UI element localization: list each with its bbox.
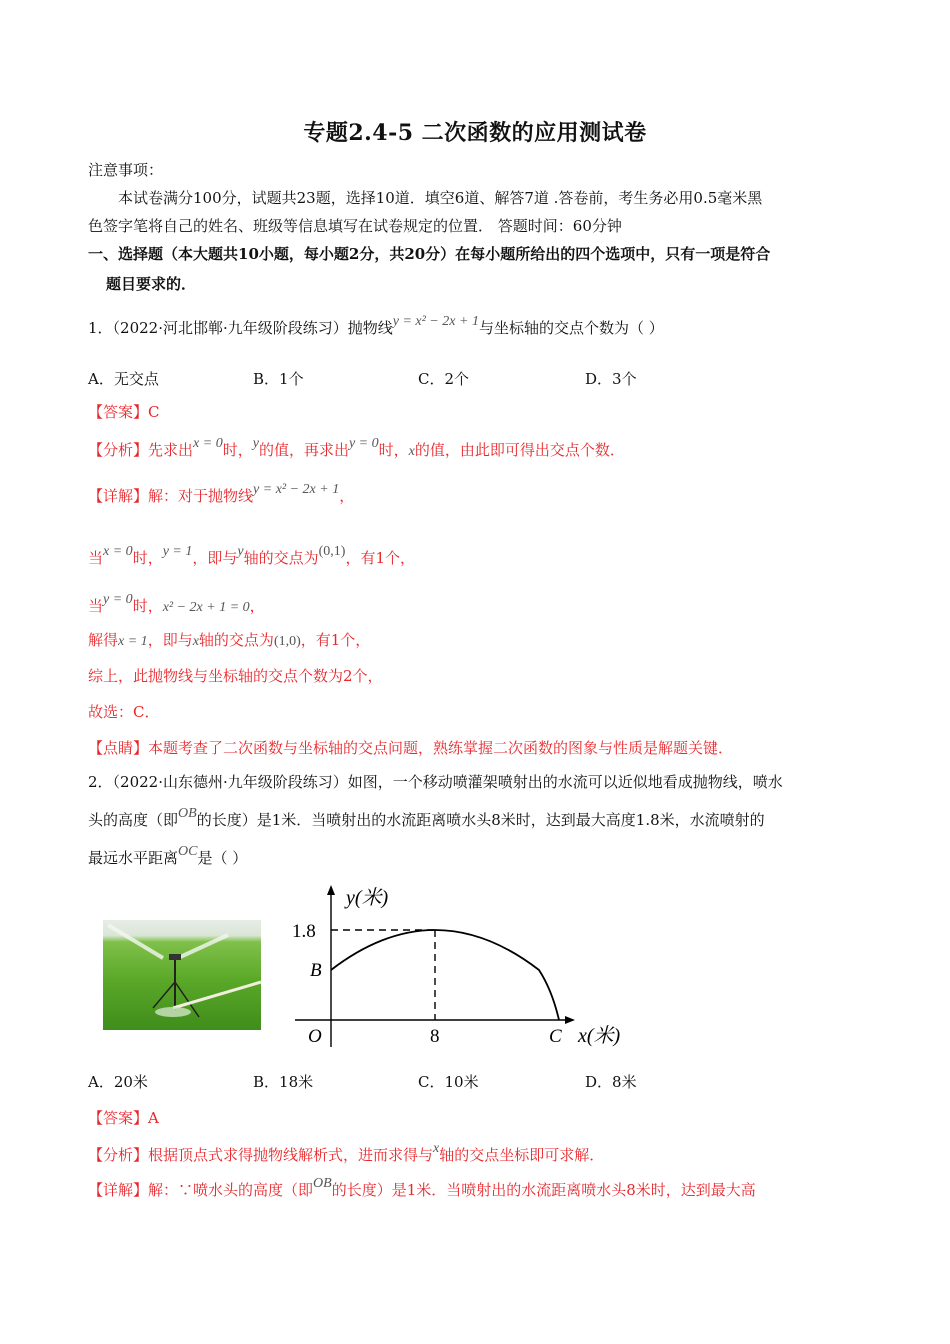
y-axis-label: y(米) — [346, 887, 389, 909]
text: 时， — [378, 441, 409, 459]
text: 解得 — [88, 631, 119, 649]
text: 时， — [132, 597, 163, 615]
origin-label: O — [308, 1026, 322, 1047]
math: x = 0 — [193, 436, 223, 451]
text: ，即与 — [147, 631, 193, 649]
math: x = 0 — [103, 544, 133, 559]
q1-stem-math: y = x² − 2x + 1 — [392, 314, 479, 329]
q1-option-c: C．2个 — [418, 370, 470, 388]
sprinkler-photo — [103, 920, 261, 1030]
q2-option-c: C．10米 — [418, 1073, 479, 1091]
q2-option-a: A．20米 — [88, 1073, 148, 1091]
q2-option-b: B．18米 — [253, 1073, 314, 1091]
analysis-tag: 【分析】 — [88, 441, 149, 459]
answer-tag: 【答案】 — [88, 403, 149, 421]
answer-value: A — [148, 1109, 159, 1127]
q1-stem — [88, 314, 664, 340]
math: (0,1) — [318, 544, 346, 559]
point-c-label: C — [549, 1026, 562, 1047]
math: x — [433, 1141, 440, 1156]
text: ， — [339, 487, 355, 505]
math: y = 0 — [348, 436, 379, 451]
q1-option-d: D．3个 — [585, 370, 637, 388]
answer-tag: 【答案】 — [88, 1109, 149, 1127]
detail-tag: 【详解】 — [88, 1181, 149, 1199]
notice-line-2: 色签字笔将自己的姓名、班级等信息填写在试卷规定的位置． 答题时间：60分钟 — [88, 217, 622, 235]
math: (1,0) — [273, 634, 301, 649]
section-heading-line-2: 题目要求的． — [106, 275, 197, 293]
q1-comment — [88, 738, 733, 758]
section-heading-line-1: 一、选择题（本大题共10小题，每小题2分，共20分）在每小题所给出的四个选项中，只有一项是符合 — [88, 245, 771, 263]
q1-step-4: 综上，此抛物线与坐标轴的交点个数为2个， — [88, 667, 383, 685]
q2-stem-line-1: 2．（2022·山东德州·九年级阶段练习）如图，一个移动喷灌架喷射出的水流可以近似地看成抛物线，喷水 — [88, 773, 783, 791]
q1-answer — [88, 402, 160, 422]
x-tick: 8 — [430, 1026, 440, 1047]
text: 先求出 — [148, 441, 194, 459]
q2-stem-line-3 — [88, 844, 248, 870]
analysis-tag: 【分析】 — [88, 1146, 149, 1164]
q2-answer — [88, 1108, 159, 1128]
text: 当 — [88, 597, 104, 615]
text: 的值，再求出 — [258, 441, 349, 459]
math: y — [252, 436, 259, 451]
text: 根据顶点式求得抛物线解析式，进而求得与 — [148, 1146, 434, 1164]
text: ，即与 — [192, 549, 238, 567]
math: OB — [178, 806, 197, 821]
q1-option-a: A．无交点 — [88, 370, 159, 388]
math: x — [408, 444, 415, 459]
text: 解：对于抛物线 — [148, 487, 254, 505]
q2-stem-line-2 — [88, 806, 765, 832]
q1-stem-suffix: 与坐标轴的交点个数为（ ） — [478, 319, 664, 337]
text: 最远水平距离 — [88, 849, 179, 867]
q1-step-5: 故选：C． — [88, 703, 160, 721]
text: 解：∵喷水头的高度（即 — [148, 1181, 314, 1199]
text: ，有1个， — [345, 549, 415, 567]
math: x — [192, 634, 199, 649]
parabola-diagram — [290, 882, 640, 1056]
text: 轴的交点为 — [243, 549, 319, 567]
q2-analysis — [88, 1141, 605, 1167]
math: y = 0 — [103, 592, 133, 607]
text: 本题考查了二次函数与坐标轴的交点问题，熟练掌握二次函数的图象与性质是解题关键． — [148, 739, 734, 757]
q1-step-2 — [88, 592, 265, 618]
q1-step-3 — [88, 630, 370, 652]
detail-tag: 【详解】 — [88, 487, 149, 505]
math: OC — [178, 844, 198, 859]
text: 时， — [132, 549, 163, 567]
text: 的长度）是1米．当喷射出的水流距离喷水头8米时，达到最大高度1.8米，水流喷射的 — [196, 811, 765, 829]
x-axis-label: x(米) — [578, 1025, 621, 1047]
q2-option-d: D．8米 — [585, 1073, 637, 1091]
math: OB — [313, 1176, 332, 1191]
text: 的值，由此即可得出交点个数． — [414, 441, 625, 459]
math: y = x² − 2x + 1 — [253, 482, 340, 497]
notice-heading: 注意事项： — [88, 161, 164, 179]
math: y = 1 — [162, 544, 193, 559]
text: 头的高度（即 — [88, 811, 179, 829]
q2-detail — [88, 1176, 756, 1202]
text: ， — [249, 597, 265, 615]
text: 的长度）是1米．当喷射出的水流距离喷水头8米时，达到最大高 — [331, 1181, 756, 1199]
q1-step-1 — [88, 544, 415, 570]
math: x = 1 — [118, 634, 148, 649]
answer-value: C — [148, 403, 160, 421]
math: y — [237, 544, 244, 559]
text: 当 — [88, 549, 104, 567]
y-tick: 1.8 — [292, 921, 316, 942]
text: 轴的交点为 — [198, 631, 274, 649]
q1-detail-intro — [88, 482, 355, 508]
comment-tag: 【点睛】 — [88, 739, 149, 757]
math: x² − 2x + 1 = 0 — [162, 600, 250, 615]
q1-analysis — [88, 436, 625, 462]
point-b-label: B — [310, 960, 322, 981]
q1-stem-prefix: 1．（2022·河北邯郸·九年级阶段练习）抛物线 — [88, 319, 393, 337]
text: ，有1个， — [300, 631, 371, 649]
page-title: 专题2.4-5 二次函数的应用测试卷 — [303, 120, 647, 146]
text: 是（ ） — [197, 849, 248, 867]
text: 时， — [222, 441, 253, 459]
notice-line-1: 本试卷满分100分，试题共23题，选择10道．填空6道、解答7道 .答卷前，考生务必用0.5毫米黑 — [118, 189, 763, 207]
text: 轴的交点坐标即可求解． — [439, 1146, 605, 1164]
q1-option-b: B．1个 — [253, 370, 304, 388]
